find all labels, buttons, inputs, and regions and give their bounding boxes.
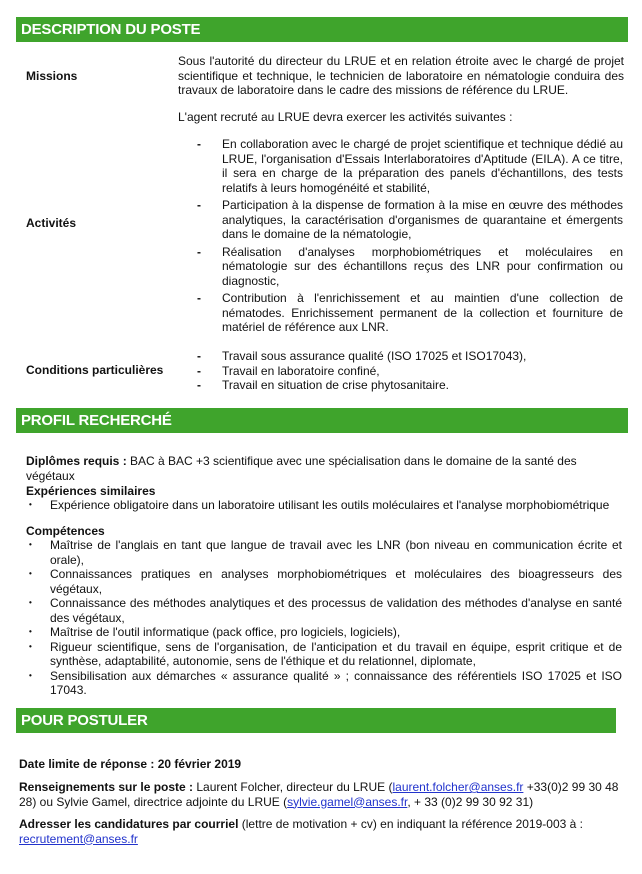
adresser-label: Adresser les candidatures par courriel: [19, 817, 239, 831]
conditions-list: [197, 349, 623, 393]
section-title: PROFIL RECHERCHÉ: [21, 412, 172, 429]
experiences-label: Expériences similaires: [26, 484, 156, 498]
renseignements-label: Renseignements sur le poste :: [19, 780, 194, 794]
list-item: • Rigueur scientifique, sens de l'organisation, de l'anticipation et du travail en équipe, esprit critique et de synthèse, adaptabilité, autonomie, sens de l'éthique et du relationnel, diplomate,: [26, 640, 622, 669]
email-link-gamel[interactable]: sylvie.gamel@anses.fr: [287, 794, 408, 809]
renseignements-text: Laurent Folcher, directeur du LRUE (: [193, 780, 393, 794]
activites-list: [197, 137, 623, 338]
competences-list: [26, 538, 622, 698]
list-item: - Travail sous assurance qualité (ISO 17025 et ISO17043),: [197, 349, 623, 364]
experiences-list: [26, 498, 622, 513]
competences-label: Compétences: [26, 524, 105, 538]
list-item: • Connaissances pratiques en analyses morphobiométriques et moléculaires des bioagresseurs des végétaux,: [26, 567, 622, 596]
list-item: - En collaboration avec le chargé de projet scientifique et technique dédié au LRUE, l'organisation d'Essais Interlaboratoires d'Aptitude (EILA). A ce titre, il sera en charge de la préparation des panels d'échantillons, des tests relatifs à leurs homogénéité et stabilité,: [197, 137, 623, 195]
list-item: • Connaissance des méthodes analytiques et des processus de validation des méthodes d'analyse en santé des végétaux,: [26, 596, 622, 625]
list-item: - Participation à la dispense de formation à la mise en œuvre des méthodes analytiques, la caractérisation d'organismes de quarantaine et émergents dans le domaine de la nématologie,: [197, 198, 623, 242]
adresser: [19, 817, 619, 846]
conditions-label: Conditions particulières: [26, 363, 164, 377]
date-limite: Date limite de réponse : 20 février 2019: [19, 757, 242, 771]
list-item: • Maîtrise de l'anglais en tant que langue de travail avec les LNR (bon niveau en communication écrite et orale),: [26, 538, 622, 567]
list-item: - Travail en laboratoire confiné,: [197, 364, 623, 379]
section-header-profil: [16, 408, 628, 433]
diplomes: [26, 454, 616, 483]
diplomes-text: BAC à BAC +3 scientifique avec une spécialisation dans le domaine de la santé des végétaux: [26, 454, 577, 483]
section-header-description: [16, 17, 628, 42]
activites-label: Activités: [26, 216, 77, 230]
section-header-postuler: [16, 708, 616, 733]
email-link-folcher[interactable]: laurent.folcher@anses.fr: [392, 780, 524, 794]
list-item: - Contribution à l'enrichissement et au maintien d'une collection de nématodes. Enrichissement permanent de la collection et fourniture de matériel de référence aux LNR.: [197, 291, 623, 335]
list-item: • Maîtrise de l'outil informatique (pack office, pro logiciels, logiciels),: [26, 625, 622, 640]
missions-label: Missions: [26, 69, 78, 83]
email-link-recrutement[interactable]: recrutement@anses.fr: [19, 831, 138, 846]
list-item: - Réalisation d'analyses morphobiométriques et moléculaires en nématologie sur des échantillons reçus des LNR pour confirmation ou diagnostic,: [197, 245, 623, 289]
adresser-text: (lettre de motivation + cv) en indiquant la référence 2019-003 à :: [238, 817, 583, 831]
diplomes-label: Diplômes requis :: [26, 454, 127, 468]
list-item: • Expérience obligatoire dans un laboratoire utilisant les outils moléculaires et l'analyse morphobiométrique: [26, 498, 622, 513]
section-title: DESCRIPTION DU POSTE: [21, 21, 201, 38]
list-item: • Sensibilisation aux démarches « assurance qualité » ; connaissance des référentiels ISO 17025 et ISO 17043.: [26, 669, 622, 698]
renseignements-text: +33(0)2 99 30 48 28) ou Sylvie Gamel, directrice adjointe du LRUE (: [19, 780, 619, 809]
section-title: POUR POSTULER: [21, 712, 148, 729]
activites-intro: L'agent recruté au LRUE devra exercer les activités suivantes :: [178, 110, 513, 124]
list-item: - Travail en situation de crise phytosanitaire.: [197, 378, 623, 393]
missions-text: Sous l'autorité du directeur du LRUE et en relation étroite avec le chargé de projet scientifique et technique, le technicien de laboratoire en nématologie conduira des travaux de laboratoire dans le cadre des missions de référence du LRUE.: [178, 54, 624, 97]
renseignements: [19, 780, 619, 809]
renseignements-text: , + 33 (0)2 99 30 92 31): [407, 794, 534, 809]
